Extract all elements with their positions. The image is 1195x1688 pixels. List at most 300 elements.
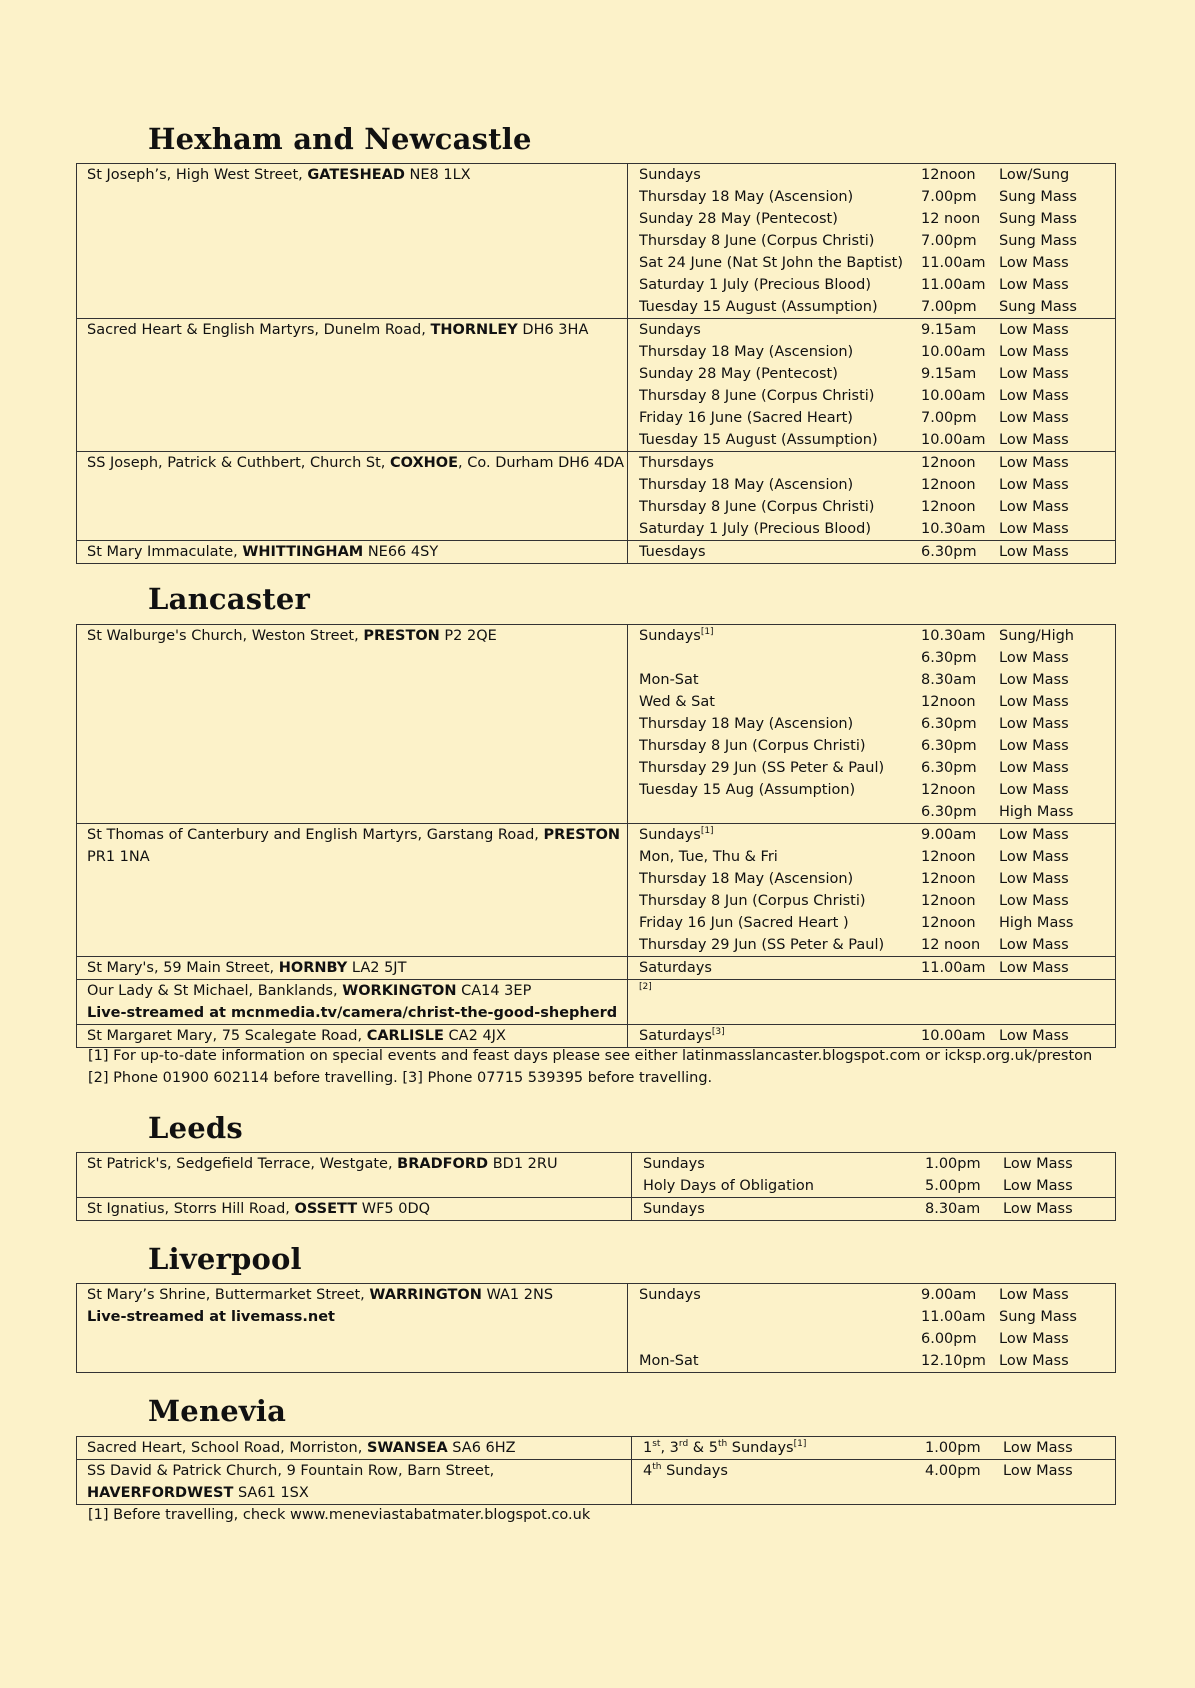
mass-day: Thursday 8 June (Corpus Christi) [639,388,875,404]
mass-time: 6.00pm [921,1331,977,1347]
church-postcode: CA14 3EP [456,983,532,999]
church-row [77,319,1116,452]
mass-day: Saturdays[3] [639,1027,725,1044]
church-text: Our Lady & St Michael, Banklands, [87,983,343,999]
church-text: SS Joseph, Patrick & Cuthbert, Church St, [87,455,391,471]
mass-times-table [76,1436,1116,1505]
schedule-line [639,1025,1115,1047]
mass-day: Tuesday 15 Aug (Assumption) [639,782,856,798]
footnote: [1] For up-to-date information on special events and feast days please see either latinmasslancaster.blogspot.com or icksp.org.uk/preston [88,1048,1093,1064]
mass-time: 12noon [921,849,976,865]
schedule-line [639,518,1115,540]
mass-type: Sung/High [999,628,1074,644]
church-row [77,980,1116,1025]
mass-type: Low Mass [1003,1178,1073,1194]
mass-day: Mon, Tue, Thu & Fri [639,849,778,865]
mass-day: Sundays [643,1156,705,1172]
mass-day: Thursday 29 Jun (SS Peter & Paul) [639,760,885,776]
church-town: GATESHEAD [307,167,405,183]
schedule-line [639,385,1115,407]
mass-times-table [76,624,1116,1048]
mass-day: Thursday 18 May (Ascension) [639,189,854,205]
mass-day: 1st, 3rd & 5th Sundays[1] [643,1439,807,1456]
mass-time: 12 noon [921,211,981,227]
schedule-line [639,625,1115,647]
church-line [87,1002,621,1024]
church-text: St Mary’s Shrine, Buttermarket Street, [87,1287,370,1303]
mass-type: Low Mass [999,410,1069,426]
schedule-line [639,890,1115,912]
church-cell [77,1198,632,1221]
church-line [87,1306,621,1328]
schedule-line [639,868,1115,890]
mass-day [639,801,921,823]
church-line [87,319,621,341]
mass-day: Sunday 28 May (Pentecost) [639,211,838,227]
schedule-line [639,713,1115,735]
schedule-cell [628,625,1116,824]
mass-day: Thursday 18 May (Ascension) [639,344,854,360]
mass-day: Thursday 18 May (Ascension) [639,477,854,493]
schedule-line [639,912,1115,934]
mass-time: 7.00pm [921,410,977,426]
mass-day: Tuesday 15 August (Assumption) [639,432,878,448]
church-town: Live-streamed at livemass.net [87,1309,335,1325]
church-row [77,541,1116,564]
church-postcode: WF5 0DQ [357,1201,431,1217]
church-text: St Ignatius, Storrs Hill Road, [87,1201,295,1217]
mass-type: Low Mass [999,849,1069,865]
schedule-cell [628,319,1116,452]
mass-type: Low/Sung [999,167,1070,183]
mass-time: 1.00pm [925,1156,981,1172]
church-cell [77,824,628,957]
church-row [77,957,1116,980]
church-cell [77,1460,632,1505]
schedule-line [639,1328,1115,1350]
church-row [77,824,1116,957]
church-line [87,625,621,647]
church-line [87,1025,621,1047]
church-row [77,452,1116,541]
mass-type: Low Mass [1003,1440,1073,1456]
footnote-ref: [3] [711,1027,725,1037]
mass-type: Low Mass [999,432,1069,448]
church-line [87,980,621,1002]
mass-time: 12noon [921,694,976,710]
mass-type: Low Mass [999,322,1069,338]
mass-type: Low Mass [999,760,1069,776]
church-town: COXHOE [390,455,459,471]
church-line [87,541,621,563]
schedule-line [639,1350,1115,1372]
mass-day: Holy Days of Obligation [643,1178,814,1194]
mass-type [999,980,1115,1002]
mass-type: Low Mass [1003,1201,1073,1217]
schedule-line [643,1175,1115,1197]
mass-type: Low Mass [999,499,1069,515]
mass-time: 6.30pm [921,760,977,776]
church-text: St Walburge's Church, Weston Street, [87,628,364,644]
schedule-line [639,735,1115,757]
mass-day: Thursdays [639,455,714,471]
ordinal-suffix: th [652,1462,662,1472]
schedule-line [639,779,1115,801]
schedule-line [643,1460,1115,1482]
mass-type: Low Mass [999,937,1069,953]
mass-day: Thursday 18 May (Ascension) [639,871,854,887]
church-text: St Patrick's, Sedgefield Terrace, Westgate, [87,1156,398,1172]
mass-day: Sundays [643,1201,705,1217]
church-town: OSSETT [294,1201,358,1217]
mass-type: Low Mass [1003,1156,1073,1172]
mass-time: 12noon [921,167,976,183]
mass-type: Sung Mass [999,189,1077,205]
ordinal-suffix: th [717,1439,728,1449]
mass-type: Low Mass [999,716,1069,732]
mass-time: 4.00pm [925,1463,981,1479]
church-text: Sacred Heart & English Martyrs, Dunelm Road, [87,322,431,338]
church-line [87,1460,625,1482]
mass-time: 12noon [921,915,976,931]
mass-day: Sat 24 June (Nat St John the Baptist) [639,255,904,271]
schedule-cell [628,980,1116,1025]
mass-time: 11.00am [921,255,986,271]
church-town: WARRINGTON [369,1287,482,1303]
mass-type: High Mass [999,915,1074,931]
mass-type: Low Mass [999,827,1069,843]
schedule-cell [628,824,1116,957]
schedule-cell [628,164,1116,319]
church-postcode: WA1 2NS [481,1287,554,1303]
schedule-line [639,341,1115,363]
mass-day: Friday 16 June (Sacred Heart) [639,410,853,426]
mass-type: Low Mass [999,782,1069,798]
mass-day [639,1328,921,1350]
footnote-ref: [1] [700,627,714,637]
mass-time: 6.30pm [921,650,977,666]
schedule-cell [632,1437,1116,1460]
mass-time: 9.15am [921,322,977,338]
mass-day: Saturday 1 July (Precious Blood) [639,277,871,293]
church-cell [77,319,628,452]
mass-time: 12 noon [921,937,981,953]
mass-day: Thursday 29 Jun (SS Peter & Paul) [639,937,885,953]
church-row [77,1198,1116,1221]
schedule-line [639,496,1115,518]
church-cell [77,541,628,564]
mass-day: Thursday 8 Jun (Corpus Christi) [639,893,866,909]
schedule-line [639,452,1115,474]
mass-time: 12noon [921,893,976,909]
mass-type: Low Mass [999,366,1069,382]
church-text: St Joseph’s, High West Street, [87,167,308,183]
mass-time: 9.00am [921,827,977,843]
schedule-line [639,319,1115,341]
schedule-line [639,407,1115,429]
church-line [87,164,621,186]
mass-time: 12.10pm [921,1353,986,1369]
church-line [87,1198,625,1220]
mass-day: Friday 16 Jun (Sacred Heart ) [639,915,849,931]
diocese-title: Lancaster [148,582,310,616]
mass-type: Sung Mass [999,299,1077,315]
mass-time: 6.30pm [921,716,977,732]
schedule-line [639,669,1115,691]
schedule-line [639,801,1115,823]
church-row [77,1437,1116,1460]
mass-type: Low Mass [999,672,1069,688]
mass-times-table [76,1152,1116,1221]
mass-day: Sundays [639,1287,701,1303]
mass-day: Sundays[1] [639,826,714,843]
mass-type: Low Mass [999,277,1069,293]
church-row [77,164,1116,319]
schedule-line [639,363,1115,385]
ordinal-suffix: rd [678,1439,689,1449]
mass-day: Thursday 8 Jun (Corpus Christi) [639,738,866,754]
mass-time: 6.30pm [921,738,977,754]
schedule-line [639,541,1115,563]
schedule-line [639,647,1115,669]
church-text: St Margaret Mary, 75 Scalegate Road, [87,1028,367,1044]
church-cell [77,1153,632,1198]
church-text: St Mary's, 59 Main Street, [87,960,279,976]
church-cell [77,625,628,824]
schedule-line [639,1284,1115,1306]
church-town: CARLISLE [366,1028,444,1044]
mass-type: Low Mass [999,1331,1069,1347]
mass-times-table [76,1283,1116,1373]
church-postcode: , Co. Durham DH6 4DA [458,455,625,471]
schedule-cell [628,1284,1116,1373]
mass-time: 12noon [921,871,976,887]
church-line [87,824,621,846]
mass-type: Low Mass [999,1028,1069,1044]
church-postcode: NE8 1LX [404,167,471,183]
mass-time: 7.00pm [921,189,977,205]
mass-type: Low Mass [999,650,1069,666]
footnote: [2] Phone 01900 602114 before travelling. [3] Phone 07715 539395 before travelling. [88,1070,713,1086]
mass-type: Low Mass [999,960,1069,976]
mass-time: 10.00am [921,432,986,448]
schedule-line [643,1153,1115,1175]
mass-type: Low Mass [999,477,1069,493]
mass-day: Mon-Sat [639,1353,699,1369]
mass-time: 6.30pm [921,544,977,560]
schedule-line [639,164,1115,186]
church-cell [77,1437,632,1460]
schedule-cell [632,1153,1116,1198]
mass-day [639,647,921,669]
church-cell [77,164,628,319]
mass-type: Low Mass [1003,1463,1073,1479]
church-row [77,1284,1116,1373]
church-line [87,1437,625,1459]
schedule-line [643,1198,1115,1220]
church-cell [77,957,628,980]
mass-day: Wed & Sat [639,694,715,710]
mass-time: 5.00pm [925,1178,981,1194]
diocese-title: Liverpool [148,1242,302,1276]
church-town: PRESTON [363,628,440,644]
mass-time: 7.00pm [921,233,977,249]
mass-time: 12noon [921,499,976,515]
mass-time: 8.30am [925,1201,981,1217]
mass-day: Thursday 8 June (Corpus Christi) [639,233,875,249]
mass-day [639,1306,921,1328]
church-line [87,452,625,474]
mass-time: 7.00pm [921,299,977,315]
schedule-line [643,1437,1115,1459]
mass-time: 12noon [921,477,976,493]
schedule-line [639,252,1115,274]
mass-time: 10.00am [921,1028,986,1044]
schedule-line [639,691,1115,713]
schedule-line [639,474,1115,496]
mass-type: Sung Mass [999,1309,1077,1325]
schedule-line [639,186,1115,208]
church-postcode: NE66 4SY [363,544,439,560]
mass-day: 4th Sundays [643,1462,728,1479]
church-town: HORNBY [278,960,348,976]
schedule-line [639,824,1115,846]
mass-type: Low Mass [999,344,1069,360]
mass-type: Low Mass [999,455,1069,471]
mass-time: 10.00am [921,388,986,404]
mass-type: Low Mass [999,255,1069,271]
church-postcode: SA6 6HZ [447,1440,516,1456]
schedule-cell [628,452,1116,541]
mass-time: 12noon [921,455,976,471]
church-text: St Thomas of Canterbury and English Martyrs, Garstang Road, [87,827,544,843]
diocese-title: Hexham and Newcastle [148,122,532,156]
church-row [77,1460,1116,1505]
church-line [87,1153,625,1175]
mass-time: 11.00am [921,1309,986,1325]
church-town: BRADFORD [397,1156,489,1172]
schedule-cell [632,1198,1116,1221]
ordinal-suffix: st [652,1439,661,1449]
schedule-line [639,208,1115,230]
mass-type: Low Mass [999,871,1069,887]
diocese-title: Leeds [148,1111,243,1145]
schedule-line [639,980,1115,1002]
mass-type: Low Mass [999,388,1069,404]
church-town: WORKINGTON [342,983,457,999]
mass-type: Low Mass [999,544,1069,560]
church-line [87,1284,621,1306]
church-postcode: DH6 3HA [517,322,589,338]
mass-day [639,980,921,1002]
mass-time: 12noon [921,782,976,798]
church-text: St Mary Immaculate, [87,544,243,560]
mass-time: 1.00pm [925,1440,981,1456]
schedule-line [639,957,1115,979]
mass-day: Sunday 28 May (Pentecost) [639,366,838,382]
mass-type: Low Mass [999,893,1069,909]
schedule-line [639,429,1115,451]
mass-type: Sung Mass [999,211,1077,227]
mass-time [921,980,999,1002]
mass-time: 10.30am [921,521,986,537]
church-line [87,1482,625,1504]
mass-times-table [76,163,1116,564]
mass-time: 11.00am [921,277,986,293]
church-cell [77,980,628,1025]
schedule-line [639,230,1115,252]
mass-day: Sundays[1] [639,627,714,644]
mass-day: Saturdays [639,960,712,976]
mass-day: Sundays [639,167,701,183]
schedule-line [639,296,1115,318]
church-postcode: SA61 1SX [233,1485,309,1501]
church-town: THORNLEY [430,322,518,338]
church-town: PRESTON [543,827,621,843]
footnote-ref: [1] [793,1439,807,1449]
church-row [77,625,1116,824]
schedule-line [639,274,1115,296]
mass-type: Low Mass [999,1287,1069,1303]
mass-day: Sundays [639,322,701,338]
footnote-ref: [2] [639,982,652,992]
mass-day: Thursday 18 May (Ascension) [639,716,854,732]
schedule-cell [628,541,1116,564]
schedule-line [639,846,1115,868]
mass-time: 10.30am [921,628,986,644]
mass-time: 9.00am [921,1287,977,1303]
church-line [87,957,621,979]
schedule-cell [628,957,1116,980]
church-row [77,1153,1116,1198]
church-text: SS David & Patrick Church, 9 Fountain Row, Barn Street, [87,1463,495,1479]
schedule-line [639,934,1115,956]
church-line [87,846,621,868]
mass-type: Low Mass [999,521,1069,537]
mass-day: Saturday 1 July (Precious Blood) [639,521,871,537]
church-postcode: P2 2QE [439,628,497,644]
church-text: PR1 1NA [87,849,150,865]
mass-type: High Mass [999,804,1074,820]
mass-type: Low Mass [999,694,1069,710]
mass-day: Mon-Sat [639,672,699,688]
schedule-line [639,757,1115,779]
mass-type: Low Mass [999,738,1069,754]
mass-time: 6.30pm [921,804,977,820]
mass-time: 11.00am [921,960,986,976]
church-town: Live-streamed at mcnmedia.tv/camera/christ-the-good-shepherd [87,1005,618,1021]
mass-day: Tuesday 15 August (Assumption) [639,299,878,315]
mass-type: Low Mass [999,1353,1069,1369]
church-cell [77,1284,628,1373]
church-postcode: LA2 5JT [347,960,407,976]
schedule-line [639,1306,1115,1328]
schedule-cell [632,1460,1116,1505]
mass-day: Thursday 8 June (Corpus Christi) [639,499,875,515]
mass-time: 10.00am [921,344,986,360]
footnote: [1] Before travelling, check www.meneviastabatmater.blogspot.co.uk [88,1507,591,1523]
church-cell [77,452,628,541]
church-postcode: BD1 2RU [488,1156,558,1172]
mass-type: Sung Mass [999,233,1077,249]
mass-day: Tuesdays [639,544,706,560]
church-postcode: CA2 4JX [443,1028,506,1044]
mass-time: 9.15am [921,366,977,382]
church-town: HAVERFORDWEST [87,1485,234,1501]
church-text: Sacred Heart, School Road, Morriston, [87,1440,367,1456]
diocese-title: Menevia [148,1394,287,1428]
church-town: WHITTINGHAM [242,544,364,560]
